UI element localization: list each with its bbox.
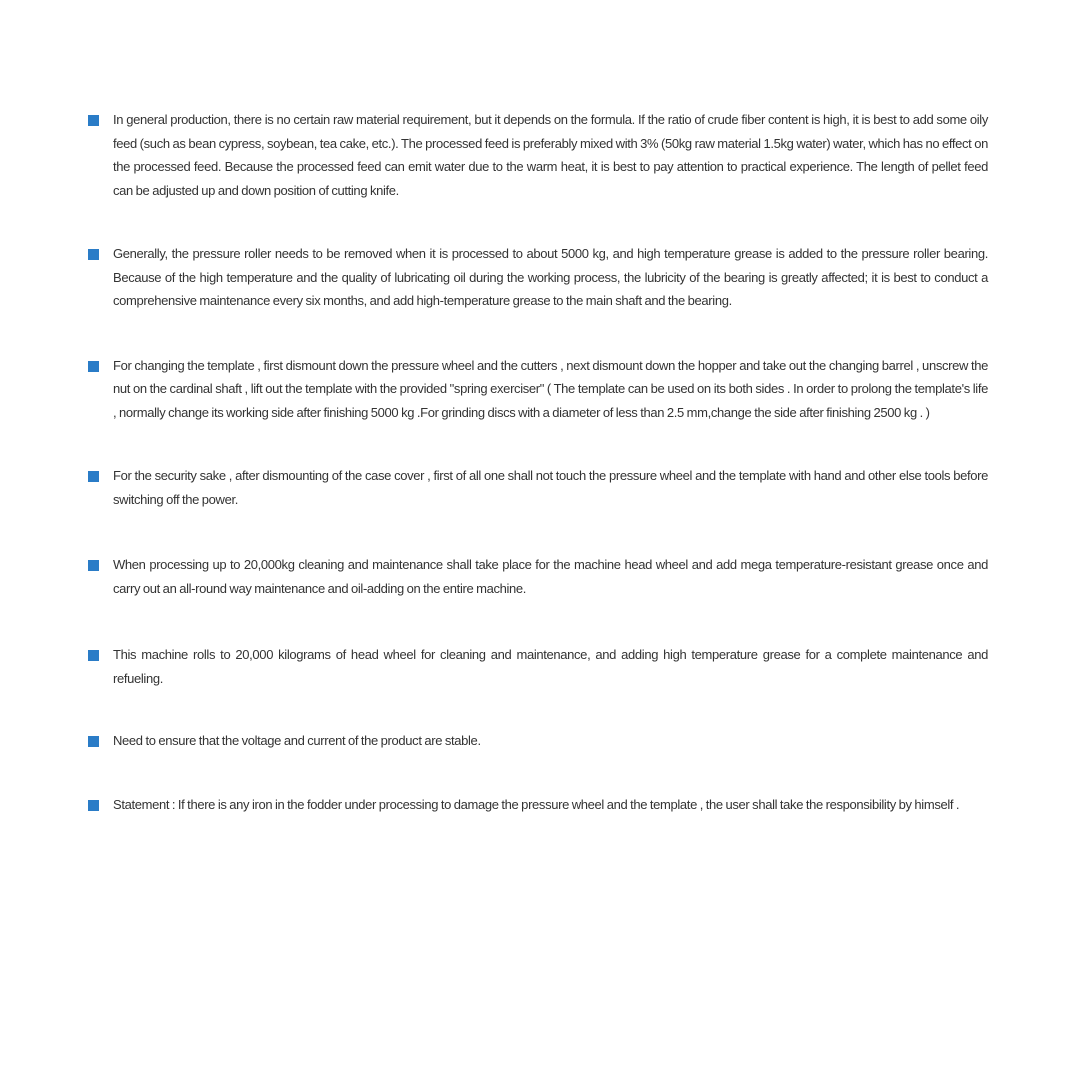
square-bullet-icon	[88, 361, 99, 372]
square-bullet-icon	[88, 736, 99, 747]
square-bullet-icon	[88, 115, 99, 126]
list-item	[88, 464, 988, 511]
square-bullet-icon	[88, 650, 99, 661]
list-item-text: For the security sake , after dismounting of the case cover , first of all one shall not touch the pressure wheel and the template with hand and other else tools before switching off the power.	[113, 468, 988, 507]
square-bullet-icon	[88, 800, 99, 811]
list-item-text: Need to ensure that the voltage and current of the product are stable.	[113, 733, 481, 748]
square-bullet-icon	[88, 249, 99, 260]
list-item	[88, 793, 988, 817]
list-item	[88, 553, 988, 600]
list-item	[88, 242, 988, 313]
list-item	[88, 729, 988, 753]
list-item	[88, 643, 988, 690]
list-item	[88, 108, 988, 202]
square-bullet-icon	[88, 471, 99, 482]
list-item-text: When processing up to 20,000kg cleaning and maintenance shall take place for the machine head wheel and add mega temperature-resistant grease once and carry out an all-round way maintenance and oil-adding on the entire machine.	[113, 557, 988, 596]
list-item	[88, 354, 988, 425]
list-item-text: Statement : If there is any iron in the fodder under processing to damage the pressure wheel and the template , the user shall take the responsibility by himself .	[113, 796, 960, 812]
list-item-text: This machine rolls to 20,000 kilograms of head wheel for cleaning and maintenance, and adding high temperature grease for a complete maintenance and refueling.	[113, 647, 988, 686]
list-item-text: In general production, there is no certain raw material requirement, but it depends on the formula. If the ratio of crude fiber content is high, it is best to add some oily feed (such as bean cypress, soybean, tea cake, etc.). The processed feed is preferably mixed with 3% (50kg raw material 1.5kg water) water, which has no effect on the processed feed. Because the processed feed can emit water due to the warm heat, it is best to pay attention to practical experience. The length of pellet feed can be adjusted up and down position of cutting knife.	[113, 112, 988, 198]
square-bullet-icon	[88, 560, 99, 571]
list-item-text: Generally, the pressure roller needs to be removed when it is processed to about 5000 kg, and high temperature grease is added to the pressure roller bearing. Because of the high temperature and the quality of lubricating oil during the working process, the lubricity of the bearing is greatly affected; it is best to conduct a comprehensive maintenance every six months, and add high-temperature grease to the main shaft and the bearing.	[113, 246, 988, 308]
instructions-document	[88, 108, 988, 816]
list-item-text: For changing the template , first dismount down the pressure wheel and the cutters , next dismount down the hopper and take out the changing barrel , unscrew the nut on the cardinal shaft , lift out the template with the provided "spring exerciser" ( The template can be used on its both sides . In order to prolong the template's life , normally change its working side after finishing 5000 kg .For grinding discs with a diameter of less than 2.5 mm,change the side after finishing 2500 kg . )	[113, 357, 988, 420]
